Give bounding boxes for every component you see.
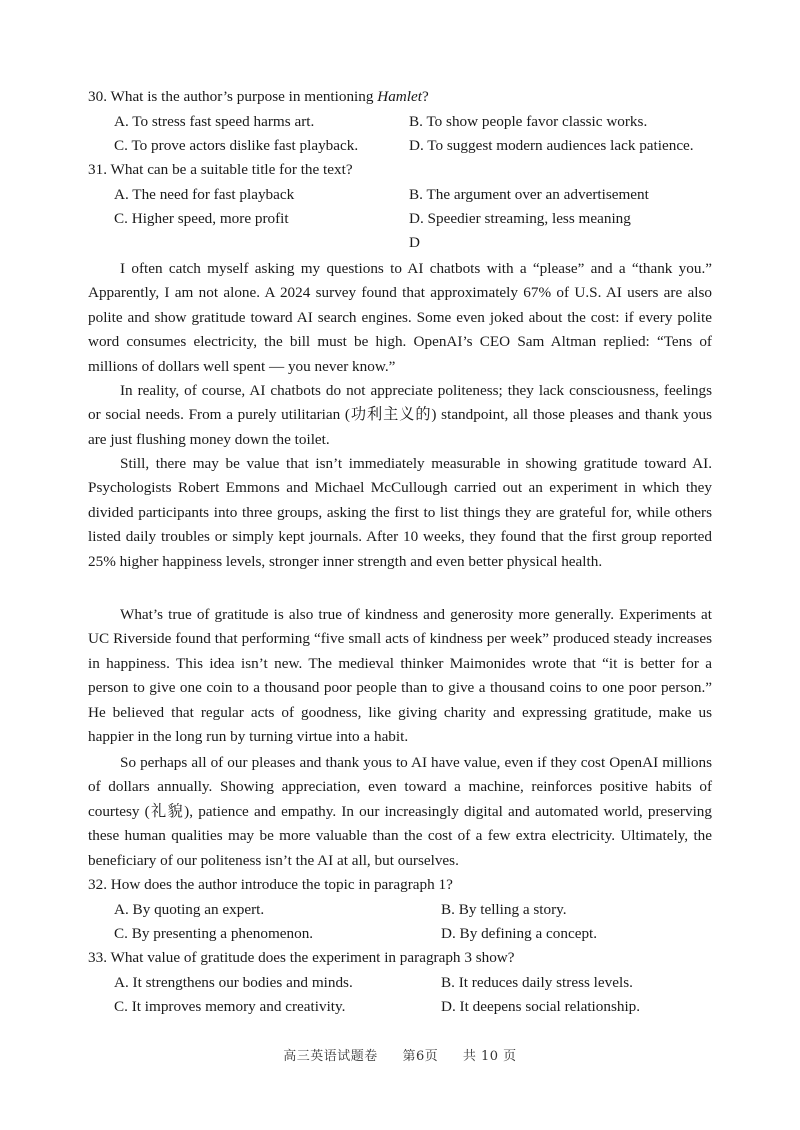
- page-footer: [0, 1045, 800, 1064]
- passage-paragraph-4: What’s true of gratitude is also true of kindness and generosity more generally. Experiments at UC Riverside found that performing “five small acts of kindness per week” produced steady increases in happiness. This idea isn’t new. The medieval thinker Maimonides wrote that “it is better for a person to give one coin to a thousand poor people than to give a thousand coins to one poor person.” He believed that regular acts of goodness, like giving charity and expressing gratitude, make us happier in the long run by turning virtue into a habit.: [88, 606, 712, 746]
- question-31-stem: 31. What can be a suitable title for the text?: [88, 161, 353, 178]
- question-stem-text: What is the author’s purpose in mentioning: [110, 88, 378, 105]
- q33-option-b: B. It reduces daily stress levels.: [441, 974, 633, 991]
- hamlet-title: Hamlet: [377, 88, 422, 105]
- question-number: 30.: [88, 88, 107, 105]
- q31-option-d: D. Speedier streaming, less meaning: [409, 210, 631, 227]
- passage-paragraph-3: Still, there may be value that isn’t immediately measurable in showing gratitude toward AI. Psychologists Robert Emmons and Michael McCullough carried out an experiment in which they divided participants into three groups, asking the first to list things they are grateful for, while others listed daily troubles or simply kept journals. After 10 weeks, they found that the first group reported 25% higher happiness levels, stronger inner strength and even better physical health.: [88, 455, 712, 570]
- question-32-stem: 32. How does the author introduce the topic in paragraph 1?: [88, 876, 453, 893]
- q30-option-b: B. To show people favor classic works.: [409, 113, 648, 130]
- q33-option-d: D. It deepens social relationship.: [441, 998, 641, 1015]
- passage-paragraph-1: I often catch myself asking my questions to AI chatbots with a “please” and a “thank you.” Apparently, I am not alone. A 2024 survey found that approximately 67% of U.S. AI users are also polite and show gratitude toward AI search engines. Some even joked about the cost: if every polite word consumes electricity, the bill must be high. OpenAI’s CEO Sam Altman replied: “Tens of millions of dollars well spent — you never know.”: [88, 260, 712, 375]
- q31-option-b: B. The argument over an advertisement: [409, 186, 649, 203]
- q31-option-a: A. The need for fast playback: [114, 186, 295, 203]
- page-number: 第6页: [402, 1049, 439, 1064]
- question-mark: ?: [421, 88, 429, 105]
- q30-option-d: D. To suggest modern audiences lack patience.: [409, 137, 694, 154]
- question-30-stem: [88, 87, 429, 107]
- q33-option-c: C. It improves memory and creativity.: [114, 998, 346, 1015]
- q32-option-c: C. By presenting a phenomenon.: [114, 925, 314, 942]
- passage-paragraph-2: In reality, of course, AI chatbots do not appreciate politeness; they lack consciousness, feelings or social needs. From a purely utilitarian (功利主义的) standpoint, all those pleases and thank yous are just flushing money down the toilet.: [88, 382, 712, 448]
- question-33-stem: 33. What value of gratitude does the experiment in paragraph 3 show?: [88, 949, 515, 966]
- passage-paragraph-5: So perhaps all of our pleases and thank yous to AI have value, even if they cost OpenAI millions of dollars annually. Showing appreciation, even toward a machine, reinforces positive habits of courtesy (礼貌), patience and empathy. In our increasingly digital and automated world, preserving these human qualities may be more valuable than the cost of a few extra electricity. Ultimately, the beneficiary of our politeness isn’t the AI at all, but ourselves.: [88, 754, 712, 869]
- q30-option-c: C. To prove actors dislike fast playback.: [114, 137, 359, 154]
- q32-option-d: D. By defining a concept.: [441, 925, 598, 942]
- total-pages: 共 10 页: [462, 1049, 517, 1064]
- q32-option-a: A. By quoting an expert.: [114, 901, 265, 918]
- q30-option-a: A. To stress fast speed harms art.: [114, 113, 315, 130]
- q33-option-a: A. It strengthens our bodies and minds.: [114, 974, 353, 991]
- paper-title: 高三英语试题卷: [283, 1049, 378, 1064]
- section-heading-d: D: [409, 234, 420, 251]
- q31-option-c: C. Higher speed, more profit: [114, 210, 289, 227]
- q32-option-b: B. By telling a story.: [441, 901, 567, 918]
